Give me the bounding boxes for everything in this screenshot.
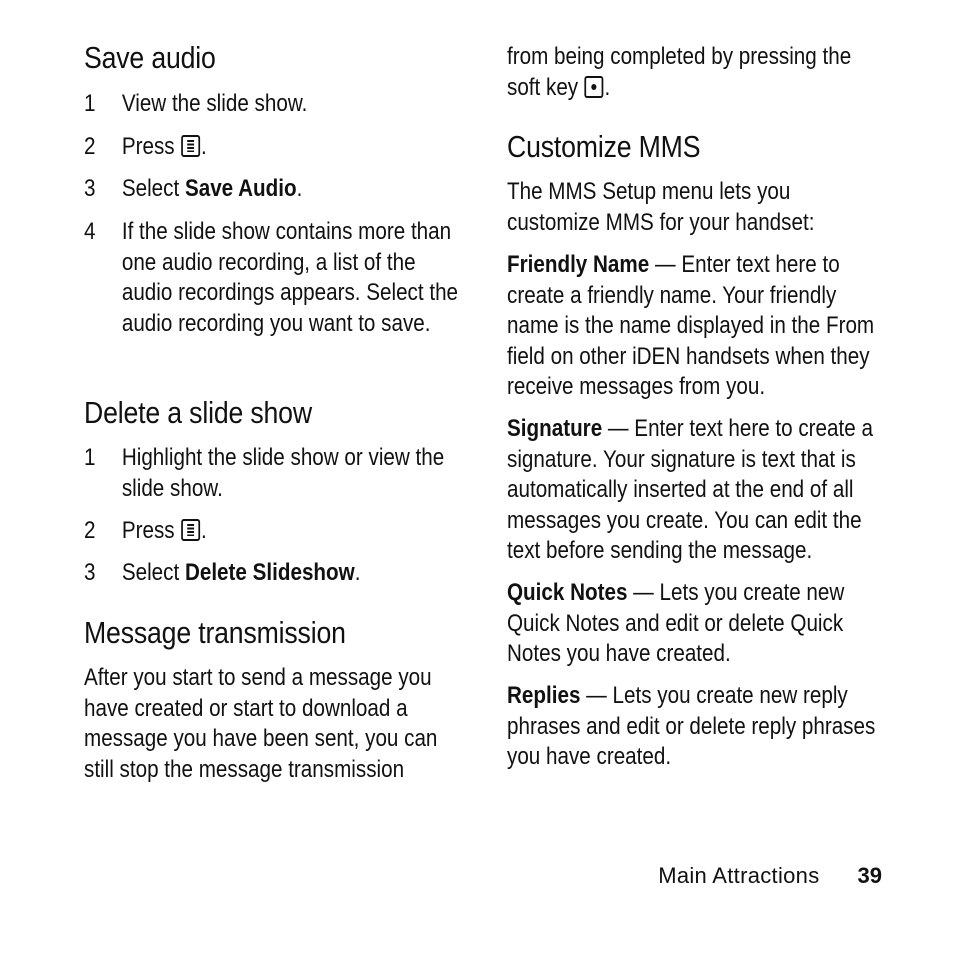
save-audio-heading: Save audio <box>84 40 216 75</box>
message-transmission-body: After you start to send a message you have created or start to download a message you have been sent, you can still stop the message transmission <box>84 664 438 783</box>
center-soft-key-icon <box>585 76 604 98</box>
page-number: 39 <box>857 863 882 888</box>
message-transmission-heading: Message transmission <box>84 615 346 650</box>
step-number: 3 <box>84 559 96 586</box>
menu-key-icon <box>181 135 200 157</box>
delete-step-2: 2 Press . <box>84 516 469 547</box>
menu-key-icon <box>181 519 200 541</box>
step-number: 2 <box>84 517 96 544</box>
step-text: View the slide show. <box>121 90 308 117</box>
step-number: 3 <box>84 175 96 202</box>
option-term: Replies <box>507 682 581 709</box>
step-text: Highlight the slide show or view the slide show. <box>121 444 445 502</box>
customize-mms-heading: Customize MMS <box>507 129 701 164</box>
step-text: If the slide show contains more than one audio recording, a list of the audio recordings appears. Select the audio recording you want to save. <box>121 218 459 337</box>
delete-slide-show-heading: Delete a slide show <box>84 395 312 430</box>
option-friendly-name: Friendly Name — Enter text here to create a friendly name. Your friendly name is the name displayed in the From field on other iDEN handsets when they receive messages from you. <box>507 251 875 400</box>
option-term: Quick Notes <box>507 579 628 606</box>
step-number: 1 <box>84 444 96 471</box>
step-number: 4 <box>84 218 96 245</box>
menu-option-save-audio: Save Audio <box>184 175 297 202</box>
page-footer <box>658 862 882 890</box>
save-audio-step-1 <box>84 89 469 120</box>
save-audio-step-4 <box>84 217 469 339</box>
option-term: Friendly Name <box>507 251 650 278</box>
delete-step-3: 3 Select Delete Slideshow. <box>84 558 469 589</box>
section-title: Main Attractions <box>658 863 820 888</box>
option-replies: Replies — Lets you create new reply phrases and edit or delete reply phrases you have created. <box>507 682 876 770</box>
delete-step-1 <box>84 443 483 504</box>
step-number: 2 <box>84 133 96 160</box>
continuation-text: from being completed by pressing the soft key . <box>507 43 852 101</box>
step-number: 1 <box>84 90 96 117</box>
option-term: Signature <box>507 415 603 442</box>
customize-mms-intro: The MMS Setup menu lets you customize MMS for your handset: <box>507 178 815 236</box>
save-audio-step-3: 3 Select Save Audio. <box>84 174 469 205</box>
option-signature: Signature — Enter text here to create a signature. Your signature is text that is automatically inserted at the end of all messages you create. You can edit the text before sending the message. <box>507 415 873 564</box>
save-audio-step-2: 2 Press . <box>84 132 469 163</box>
step-text: Press <box>121 133 175 160</box>
menu-option-delete-slideshow: Delete Slideshow <box>184 559 355 586</box>
option-quick-notes: Quick Notes — Lets you create new Quick Notes and edit or delete Quick Notes you have created. <box>507 579 845 667</box>
